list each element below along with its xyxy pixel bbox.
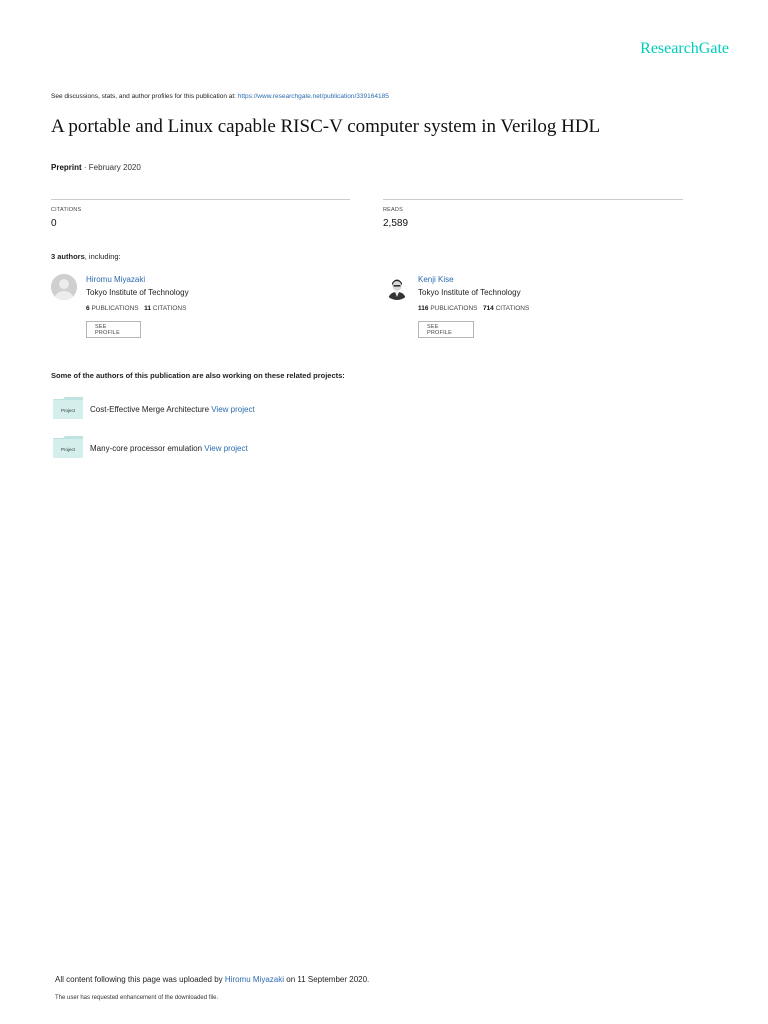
project-item [90,405,255,414]
project-name: Many-core processor emulation [90,444,205,453]
publications-count: 116 [418,305,429,312]
authors-suffix: , including: [84,252,121,261]
uploader-link[interactable]: Hiromu Miyazaki [224,975,285,984]
citations-count: 714 [482,305,494,312]
author-name-link[interactable]: Hiromu Miyazaki [86,275,146,284]
author-photo-icon [384,274,410,300]
reads-divider [383,199,683,200]
publication-title: A portable and Linux capable RISC-V computer system in Verilog HDL [51,116,601,137]
related-projects-header: Some of the authors of this publication are also working on these related projects: [51,371,345,380]
citations-value: 0 [51,218,57,229]
citations-divider [51,199,350,200]
project-folder-icon [53,397,83,419]
view-project-link[interactable]: View project [211,405,255,414]
upload-suffix: on 11 September 2020. [284,975,370,984]
view-project-link[interactable]: View project [204,444,248,453]
citations-count: 11 [144,305,151,312]
project-name: Cost-Effective Merge Architecture [90,405,212,414]
authors-count: 3 authors [51,252,85,261]
project-icon-label: Project [60,408,76,413]
publication-meta [51,163,141,172]
project-icon-label: Project [60,447,76,452]
reads-label: READS [383,207,403,213]
publications-label: PUBLICATIONS [91,305,139,312]
publication-url-link[interactable]: https://www.researchgate.net/publication/339164185 [237,93,389,100]
citations-count-label: CITATIONS [152,305,187,312]
default-user-icon [51,274,77,300]
discussion-line [51,93,389,100]
publication-date: February 2020 [88,163,141,172]
meta-separator: · [81,163,89,172]
author-name-link[interactable]: Kenji Kise [418,275,454,284]
enhancement-note: The user has requested enhancement of the downloaded file. [55,995,219,1001]
see-profile-button[interactable]: SEE PROFILE [418,321,474,338]
publications-count: 6 [86,305,90,312]
author-avatar-photo[interactable] [384,274,410,300]
authors-header [51,252,121,261]
see-profile-button[interactable]: SEE PROFILE [86,321,141,338]
publications-label: PUBLICATIONS [430,305,478,312]
discussion-text: See discussions, stats, and author profiles for this publication at: [51,93,238,100]
author-institution: Tokyo Institute of Technology [418,288,521,297]
researchgate-logo[interactable]: ResearchGate [640,40,729,57]
author-avatar-placeholder[interactable] [51,274,77,300]
author-institution: Tokyo Institute of Technology [86,288,189,297]
upload-prefix: All content following this page was uploaded by [55,975,225,984]
author-counts [418,305,529,312]
citations-label: CITATIONS [51,207,82,213]
citations-count-label: CITATIONS [495,305,530,312]
author-counts [86,305,186,312]
upload-footer [55,975,369,984]
project-folder-icon [53,436,83,458]
reads-value: 2,589 [383,218,409,229]
project-item [90,444,248,453]
publication-type: Preprint [51,163,82,172]
